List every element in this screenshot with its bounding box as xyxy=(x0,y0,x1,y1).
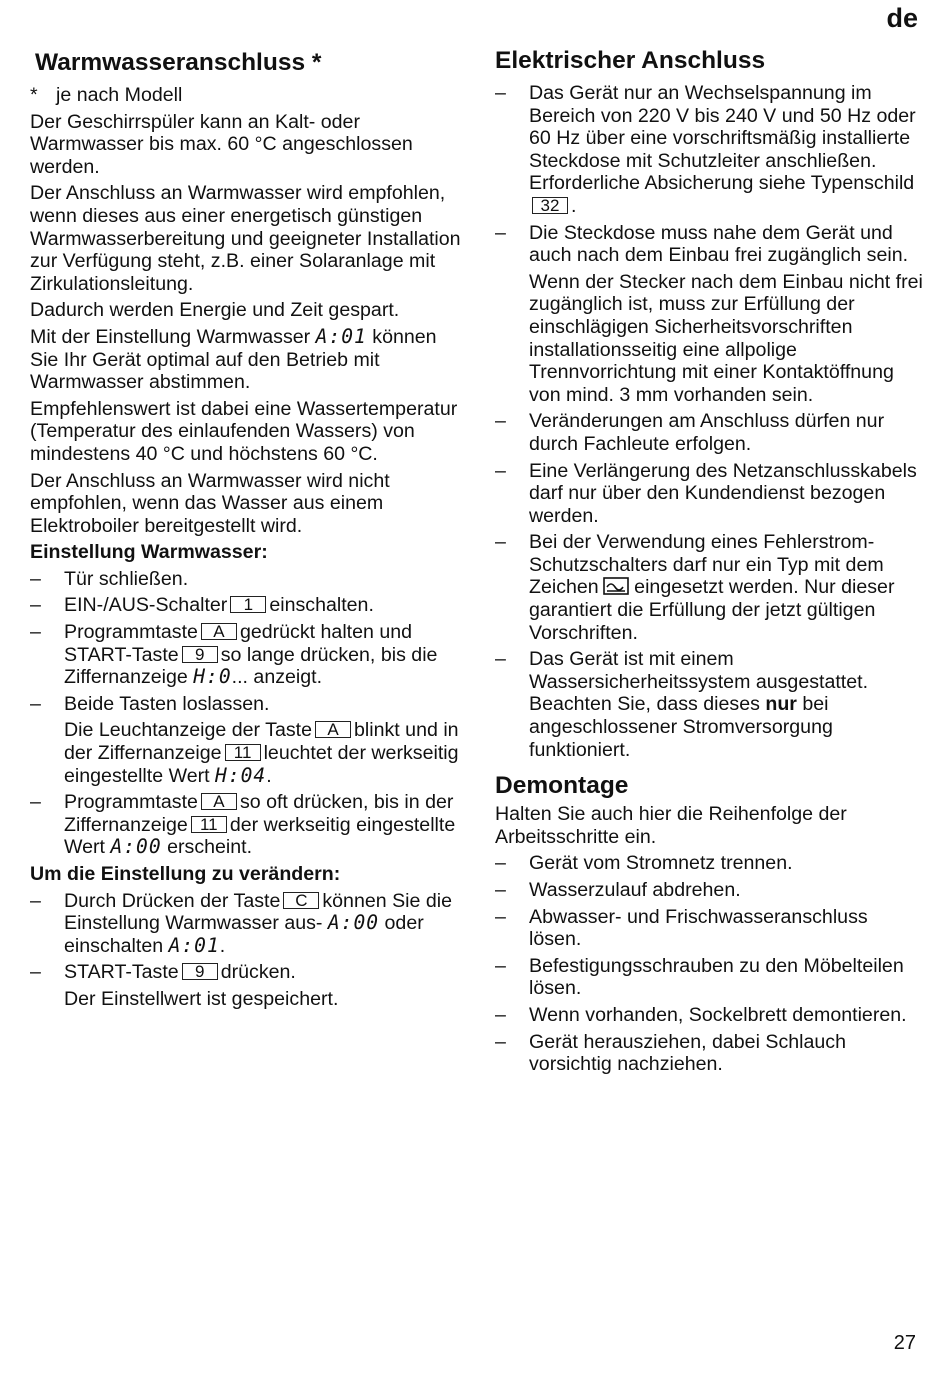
list-item: – Bei der Verwendung eines Fehlerstrom-Schutzschalters darf nur ein Typ mit dem Zeichen eingesetzt werden. Nur dieser garantiert die Erfüllung der jetzt gültigen Vorschriften. xyxy=(495,531,923,644)
demontage-list xyxy=(495,852,923,1075)
footnote: * je nach Modell xyxy=(30,84,183,106)
paragraph: Dadurch werden Energie und Zeit gespart. xyxy=(30,299,400,322)
list-item: – Befestigungsschrauben zu den Möbelteilen lösen. xyxy=(495,955,923,1000)
page-number: 27 xyxy=(893,1332,916,1354)
key-label: 32 xyxy=(532,197,568,214)
paragraph: Halten Sie auch hier die Reihenfolge der Arbeitsschritte ein. xyxy=(495,803,847,848)
section-title-warmwater: Warmwasseranschluss * xyxy=(35,49,322,76)
left-column xyxy=(30,46,462,1015)
list-item: – EIN-/AUS-Schalter 1 einschalten. xyxy=(30,594,462,617)
list-item: – Wenn vorhanden, Sockelbrett demontieren. xyxy=(495,1004,923,1027)
list-item: – Die Steckdose muss nahe dem Gerät und auch nach dem Einbau frei zugänglich sein. Wenn der Stecker nach dem Einbau nicht frei zugänglich ist, muss zur Erfüllung der einschlägigen Sicherheitsvorschriften installationsseitig eine allpolige Trennvorrichtung mit einer Kontaktöffnung von mind. 3 mm vorhanden sein. xyxy=(495,222,923,407)
display-value: A:01 xyxy=(315,324,367,348)
key-label: 9 xyxy=(182,963,218,980)
key-label: C xyxy=(283,892,319,909)
right-column xyxy=(495,46,923,1080)
subheading-settings: Einstellung Warmwasser: xyxy=(30,541,268,564)
list-item: – Eine Verlängerung des Netzanschlusskabels darf nur über den Kundendienst bezogen werden. xyxy=(495,460,923,528)
paragraph: Der Anschluss an Warmwasser wird nicht empfohlen, wenn das Wasser aus einem Elektroboiler bereitgestellt wird. xyxy=(30,469,390,537)
settings-steps xyxy=(30,568,462,859)
display-value: A:01 xyxy=(168,933,220,957)
list-item: – Wasserzulauf abdrehen. xyxy=(495,879,923,902)
paragraph: Der Anschluss an Warmwasser wird empfohlen, wenn dieses aus einer energetisch günstigen Warmwasserbereitung und geeigneter Installation zur Verfügung steht, z.B. einer Solaranlage mit Zirkulationsleitung. xyxy=(30,182,461,295)
list-item: – START-Taste 9 drücken. Der Einstellwert ist gespeichert. xyxy=(30,961,462,1010)
list-item: – Das Gerät ist mit einem Wassersicherheitssystem ausgestattet. Beachten Sie, dass dieses nur bei angeschlossener Stromversorgung funktioniert. xyxy=(495,648,923,761)
key-label: A xyxy=(315,721,351,738)
list-item: – Gerät herausziehen, dabei Schlauch vorsichtig nachziehen. xyxy=(495,1031,923,1076)
rcd-symbol-icon xyxy=(603,577,629,595)
electrical-list xyxy=(495,82,923,761)
key-label: A xyxy=(201,793,237,810)
subheading-change: Um die Einstellung zu verändern: xyxy=(30,863,341,885)
key-label: 9 xyxy=(182,646,218,663)
display-value: H:04 xyxy=(215,763,267,787)
list-item: – Beide Tasten loslassen. Die Leuchtanzeige der Taste A blinkt und in der Ziffernanzeige 11 leuchtet der werkseitig eingestellte Wert H:04. xyxy=(30,693,462,787)
display-value: H:0 xyxy=(193,665,232,689)
paragraph: Mit der Einstellung Warmwasser A:01 können Sie Ihr Gerät optimal auf den Betrieb mit Warmwasser abstimmen. xyxy=(30,324,437,394)
list-item: – Gerät vom Stromnetz trennen. xyxy=(495,852,923,875)
display-value: A:00 xyxy=(110,835,162,859)
list-item: – Abwasser- und Frischwasseranschluss lösen. xyxy=(495,906,923,951)
display-value: A:00 xyxy=(327,911,380,935)
paragraph: Der Geschirrspüler kann an Kalt- oder Warmwasser bis max. 60 °C angeschlossen werden. xyxy=(30,110,413,178)
change-steps xyxy=(30,890,462,1011)
language-tag: de xyxy=(886,3,918,33)
list-item: – Durch Drücken der Taste C können Sie die Einstellung Warmwasser aus- A:00 oder einschalten A:01. xyxy=(30,890,462,958)
key-label: A xyxy=(201,623,237,640)
list-item: – Tür schließen. xyxy=(30,568,462,591)
key-label: 1 xyxy=(230,596,266,613)
list-item: – Veränderungen am Anschluss dürfen nur durch Fachleute erfolgen. xyxy=(495,410,923,455)
list-item: – Programmtaste A so oft drücken, bis in der Ziffernanzeige 11 der werkseitig eingestellte Wert A:00 erscheint. xyxy=(30,791,462,859)
section-title-demontage: Demontage xyxy=(495,772,629,800)
list-item: – Das Gerät nur an Wechselspannung im Bereich von 220 V bis 240 V und 50 Hz oder 60 Hz über eine vorschriftsmäßig installierte Steckdose mit Schutzleiter anschließen. Erforderliche Absicherung siehe Typenschild32 . xyxy=(495,82,923,218)
paragraph: Empfehlenswert ist dabei eine Wassertemperatur (Temperatur des einlaufenden Wassers) von mindestens 40 °C und höchstens 60 °C. xyxy=(30,397,458,465)
key-label: 11 xyxy=(225,744,261,761)
section-title-electrical: Elektrischer Anschluss xyxy=(495,47,766,74)
key-label: 11 xyxy=(191,816,227,833)
list-item: – Programmtaste A gedrückt halten und START-Taste 9 so lange drücken, bis die Ziffernanzeige H:0... anzeigt. xyxy=(30,621,462,689)
